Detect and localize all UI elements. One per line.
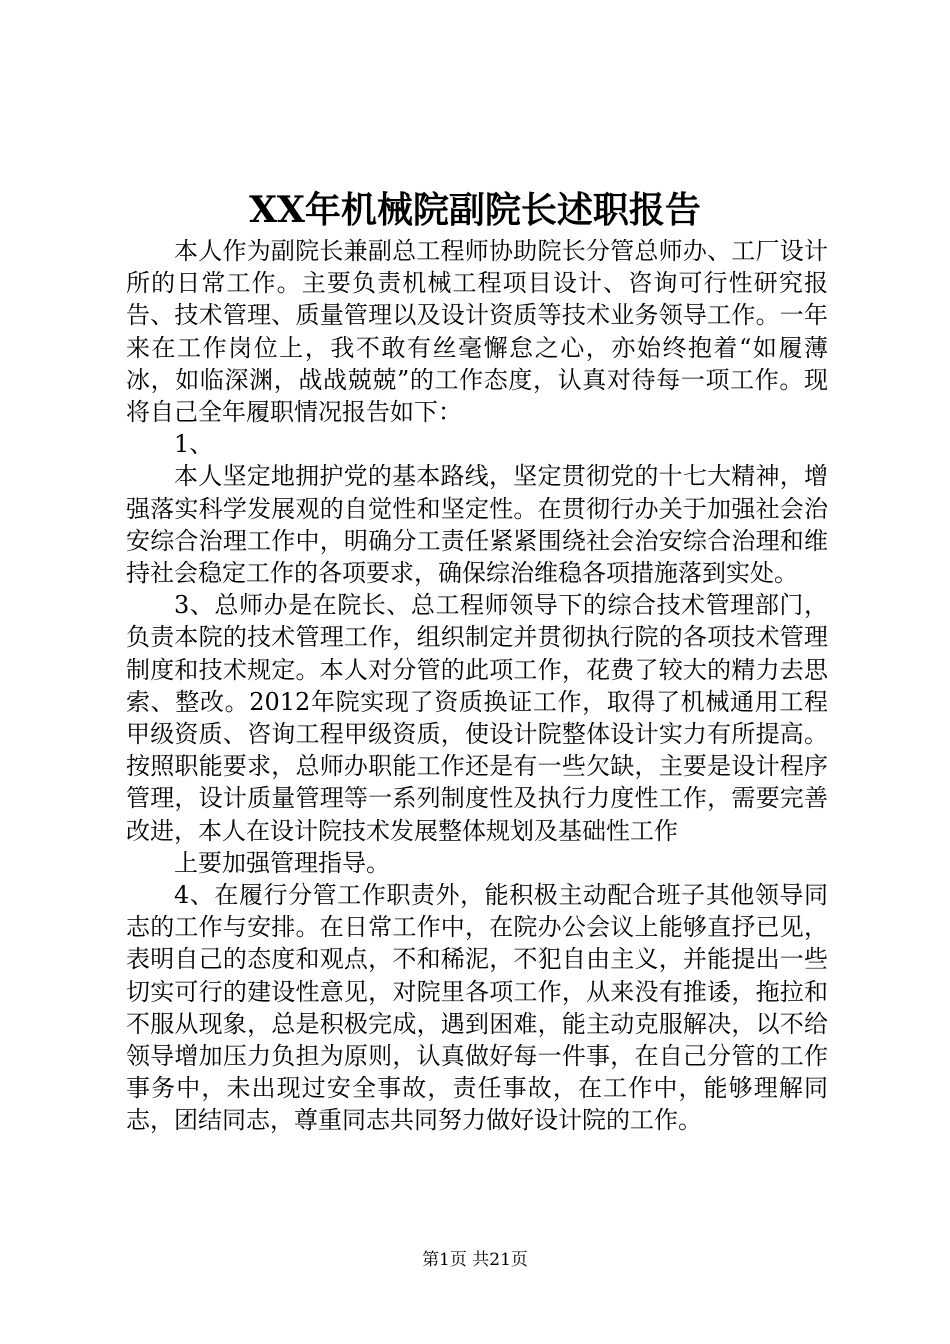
paragraph-item-3: 3、总师办是在院长、总工程师领导下的综合技术管理部门，负责本院的技术管理工作，组织制定并贯彻执行院的各项技术管理制度和技术规定。本人对分管的此项工作，花费了较大的精力去思索、整改。2012年院实现了资质换证工作，取得了机械通用工程甲级资质、咨询工程甲级资质，使设计院整体设计实力有所提高。按照职能要求，总师办职能工作还是有一些欠缺，主要是设计程序管理，设计质量管理等一系列制度性及执行力度性工作，需要完善改进，本人在设计院技术发展整体规划及基础性工作 <box>126 591 828 845</box>
paragraph-intro: 本人作为副院长兼副总工程师协助院长分管总师办、工厂设计所的日常工作。主要负责机械工程项目设计、咨询可行性研究报告、技术管理、质量管理以及设计资质等技术业务领导工作。一年来在工作岗位上，我不敢有丝毫懈怠之心，亦始终抱着“如履薄冰，如临深渊，战战兢兢”的工作态度，认真对待每一项工作。现将自己全年履职情况报告如下： <box>126 237 828 427</box>
paragraph-continuation: 上要加强管理指导。 <box>174 848 390 877</box>
page-footer: 第1页 共21页 <box>422 1250 528 1270</box>
paragraph-item-1: 1、 <box>174 430 214 459</box>
paragraph-item-4: 4、在履行分管工作职责外，能积极主动配合班子其他领导同志的工作与安排。在日常工作中，在院办公会议上能够直抒已见，表明自己的态度和观点，不和稀泥，不犯自由主义，并能提出一些切实可行的建设性意见，对院里各项工作，从来没有推诿，拖拉和不服从现象，总是积极完成，遇到困难，能主动克服解决，以不给领导增加压力负担为原则，认真做好每一件事，在自己分管的工作事务中，未出现过安全事故，责任事故，在工作中，能够理解同志，团结同志，尊重同志共同努力做好设计院的工作。 <box>126 881 828 1135</box>
paragraph-political: 本人坚定地拥护党的基本路线，坚定贯彻党的十七大精神，增强落实科学发展观的自觉性和坚定性。在贯彻行办关于加强社会治安综合治理工作中，明确分工责任紧紧围绕社会治安综合治理和维持社会稳定工作的各项要求，确保综治维稳各项措施落到实处。 <box>126 462 828 588</box>
document-title: XX年机械院副院长述职报告 <box>249 189 701 231</box>
document-body <box>126 235 828 1137</box>
